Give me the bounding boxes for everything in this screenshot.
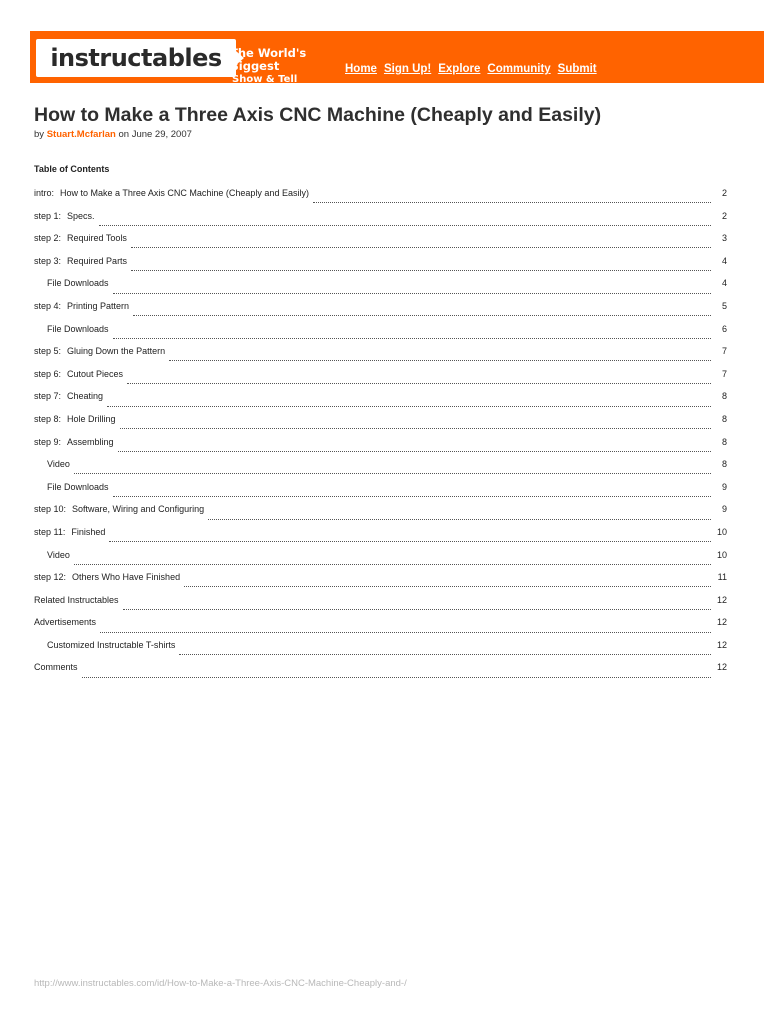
toc-leader-dots — [179, 647, 711, 655]
toc-entry-title: File Downloads — [47, 481, 109, 492]
toc-page-number: 8 — [721, 459, 727, 470]
toc-entry-title: Advertisements — [34, 617, 97, 628]
toc-row[interactable] — [34, 391, 727, 414]
toc-entry-label — [34, 504, 204, 514]
toc-entry-title: Assembling — [67, 436, 114, 447]
tagline — [230, 47, 340, 86]
toc-entry-label — [34, 346, 165, 356]
toc-page-number: 7 — [721, 346, 727, 357]
toc-row[interactable] — [34, 188, 727, 211]
toc-page-number: 11 — [717, 572, 727, 583]
toc-entry-title: File Downloads — [47, 323, 109, 334]
toc-entry-label — [47, 640, 175, 650]
toc-page-number: 12 — [716, 617, 727, 628]
table-of-contents — [34, 188, 727, 685]
byline — [34, 129, 192, 140]
toc-leader-dots — [127, 376, 711, 384]
toc-entry-label — [34, 369, 123, 379]
toc-page-number: 8 — [721, 413, 727, 424]
toc-row[interactable] — [34, 437, 727, 460]
toc-entry-label — [47, 324, 109, 334]
toc-entry-step: step 9: — [34, 436, 62, 447]
toc-entry-label — [47, 459, 70, 469]
toc-entry-label — [34, 256, 127, 266]
toc-entry-title: Comments — [34, 662, 78, 673]
toc-leader-dots — [118, 444, 711, 452]
nav-submit-link[interactable]: Submit — [557, 63, 597, 75]
toc-leader-dots — [208, 512, 711, 520]
toc-page-number: 4 — [721, 278, 727, 289]
toc-entry-title: Cutout Pieces — [67, 368, 124, 379]
toc-entry-step: step 11: — [34, 526, 66, 537]
toc-entry-step: step 10: — [34, 504, 67, 515]
toc-entry-step: step 12: — [34, 572, 67, 583]
toc-leader-dots — [169, 353, 711, 361]
toc-row[interactable] — [34, 256, 727, 279]
toc-entry-title: Printing Pattern — [67, 300, 130, 311]
toc-entry-step: step 3: — [34, 255, 62, 266]
page-title: How to Make a Three Axis CNC Machine (Cheaply and Easily) — [34, 104, 602, 126]
toc-entry-title: Finished — [71, 526, 106, 537]
top-nav — [345, 63, 597, 75]
nav-home-link[interactable]: Home — [345, 63, 377, 75]
toc-entry-label — [34, 391, 103, 401]
author-link[interactable]: Stuart.Mcfarlan — [46, 129, 116, 140]
toc-leader-dots — [133, 308, 711, 316]
toc-leader-dots — [131, 263, 711, 271]
toc-row[interactable] — [34, 662, 727, 685]
toc-leader-dots — [113, 489, 711, 497]
toc-row[interactable] — [34, 346, 727, 369]
toc-entry-step: step 1: — [34, 210, 62, 221]
toc-entry-label — [34, 414, 116, 424]
logo-text: instructables — [50, 44, 222, 72]
toc-row[interactable] — [34, 414, 727, 437]
toc-page-number: 10 — [716, 526, 727, 537]
toc-row[interactable] — [34, 369, 727, 392]
toc-page-number: 2 — [721, 188, 727, 198]
toc-page-number: 7 — [721, 368, 727, 379]
toc-leader-dots — [100, 625, 711, 633]
toc-entry-label — [34, 595, 119, 605]
toc-row[interactable] — [34, 301, 727, 324]
toc-row[interactable] — [34, 324, 727, 347]
toc-leader-dots — [113, 331, 711, 339]
toc-entry-title: Video — [47, 549, 70, 560]
nav-signup-link[interactable]: Sign Up! — [383, 63, 432, 75]
toc-entry-step: step 2: — [34, 233, 62, 244]
byline-date: on June 29, 2007 — [118, 129, 192, 140]
toc-entry-label — [34, 233, 127, 243]
toc-entry-label — [34, 662, 78, 672]
toc-page-number: 9 — [721, 481, 727, 492]
toc-row[interactable] — [34, 617, 727, 640]
toc-entry-label — [34, 572, 180, 582]
toc-entry-step: step 5: — [34, 346, 62, 357]
toc-entry-label — [34, 188, 309, 198]
toc-entry-step: step 6: — [34, 368, 62, 379]
toc-row[interactable] — [34, 278, 727, 301]
toc-row[interactable] — [34, 482, 727, 505]
toc-heading: Table of Contents — [34, 164, 110, 174]
toc-entry-title: Cheating — [67, 391, 104, 402]
toc-page-number: 12 — [716, 594, 727, 605]
toc-leader-dots — [109, 534, 711, 542]
toc-entry-title: Others Who Have Finished — [72, 572, 181, 583]
toc-leader-dots — [74, 466, 711, 474]
toc-page-number: 8 — [721, 436, 727, 447]
toc-leader-dots — [184, 579, 711, 587]
toc-page-number: 5 — [721, 300, 727, 311]
site-banner — [30, 31, 764, 83]
toc-page-number: 2 — [721, 210, 727, 221]
toc-leader-dots — [74, 557, 711, 565]
nav-community-link[interactable]: Community — [487, 63, 551, 75]
toc-entry-step: step 7: — [34, 391, 62, 402]
toc-entry-title: Related Instructables — [34, 594, 119, 605]
toc-leader-dots — [113, 286, 711, 294]
toc-page-number: 12 — [716, 662, 727, 673]
toc-leader-dots — [120, 421, 711, 429]
toc-entry-title: File Downloads — [47, 278, 109, 289]
toc-entry-title: Required Parts — [67, 255, 128, 266]
instructables-logo[interactable] — [36, 39, 236, 77]
toc-entry-label — [47, 278, 109, 288]
toc-page-number: 9 — [721, 504, 727, 515]
toc-row[interactable] — [34, 572, 727, 595]
toc-entry-label — [47, 482, 109, 492]
toc-page-number: 6 — [721, 323, 727, 334]
toc-page-number: 12 — [716, 639, 727, 650]
toc-page-number: 8 — [721, 391, 727, 402]
toc-row[interactable] — [34, 550, 727, 573]
toc-leader-dots — [131, 240, 711, 248]
toc-row[interactable] — [34, 504, 727, 527]
toc-page-number: 4 — [721, 255, 727, 266]
toc-leader-dots — [107, 399, 711, 407]
toc-page-number: 3 — [721, 233, 727, 244]
tagline-line-2: Show & Tell — [232, 74, 298, 85]
toc-entry-title: Hole Drilling — [67, 413, 116, 424]
tagline-line-1: The World's Biggest — [230, 46, 307, 73]
toc-entry-step: step 8: — [34, 413, 62, 424]
byline-by: by — [34, 129, 45, 140]
toc-entry-title: Required Tools — [67, 233, 127, 244]
toc-entry-label — [34, 301, 129, 311]
toc-row[interactable] — [34, 527, 727, 550]
toc-row[interactable] — [34, 595, 727, 618]
toc-entry-title: Video — [47, 459, 70, 470]
nav-explore-link[interactable]: Explore — [438, 63, 481, 75]
toc-entry-label — [34, 617, 96, 627]
toc-entry-title: Software, Wiring and Configuring — [72, 504, 205, 515]
toc-entry-title: Gluing Down the Pattern — [67, 346, 166, 357]
toc-entry-title: Specs. — [67, 210, 95, 221]
toc-entry-label — [34, 211, 95, 221]
toc-leader-dots — [123, 602, 711, 610]
toc-leader-dots — [99, 218, 711, 226]
toc-entry-label — [34, 437, 114, 447]
toc-row[interactable] — [34, 233, 727, 256]
toc-row[interactable] — [34, 459, 727, 482]
toc-leader-dots — [313, 195, 711, 203]
toc-page-number: 10 — [716, 549, 727, 560]
toc-entry-step: intro: — [34, 188, 55, 198]
toc-row[interactable] — [34, 640, 727, 663]
toc-entry-label — [47, 550, 70, 560]
toc-entry-label — [34, 527, 105, 537]
toc-row[interactable] — [34, 211, 727, 234]
footer-url[interactable]: http://www.instructables.com/id/How-to-Make-a-Three-Axis-CNC-Machine-Cheaply-and-/ — [34, 978, 407, 989]
toc-entry-step: step 4: — [34, 300, 62, 311]
toc-entry-title: Customized Instructable T-shirts — [47, 639, 176, 650]
toc-leader-dots — [82, 670, 711, 678]
toc-entry-title: How to Make a Three Axis CNC Machine (Cheaply and Easily) — [60, 188, 309, 198]
